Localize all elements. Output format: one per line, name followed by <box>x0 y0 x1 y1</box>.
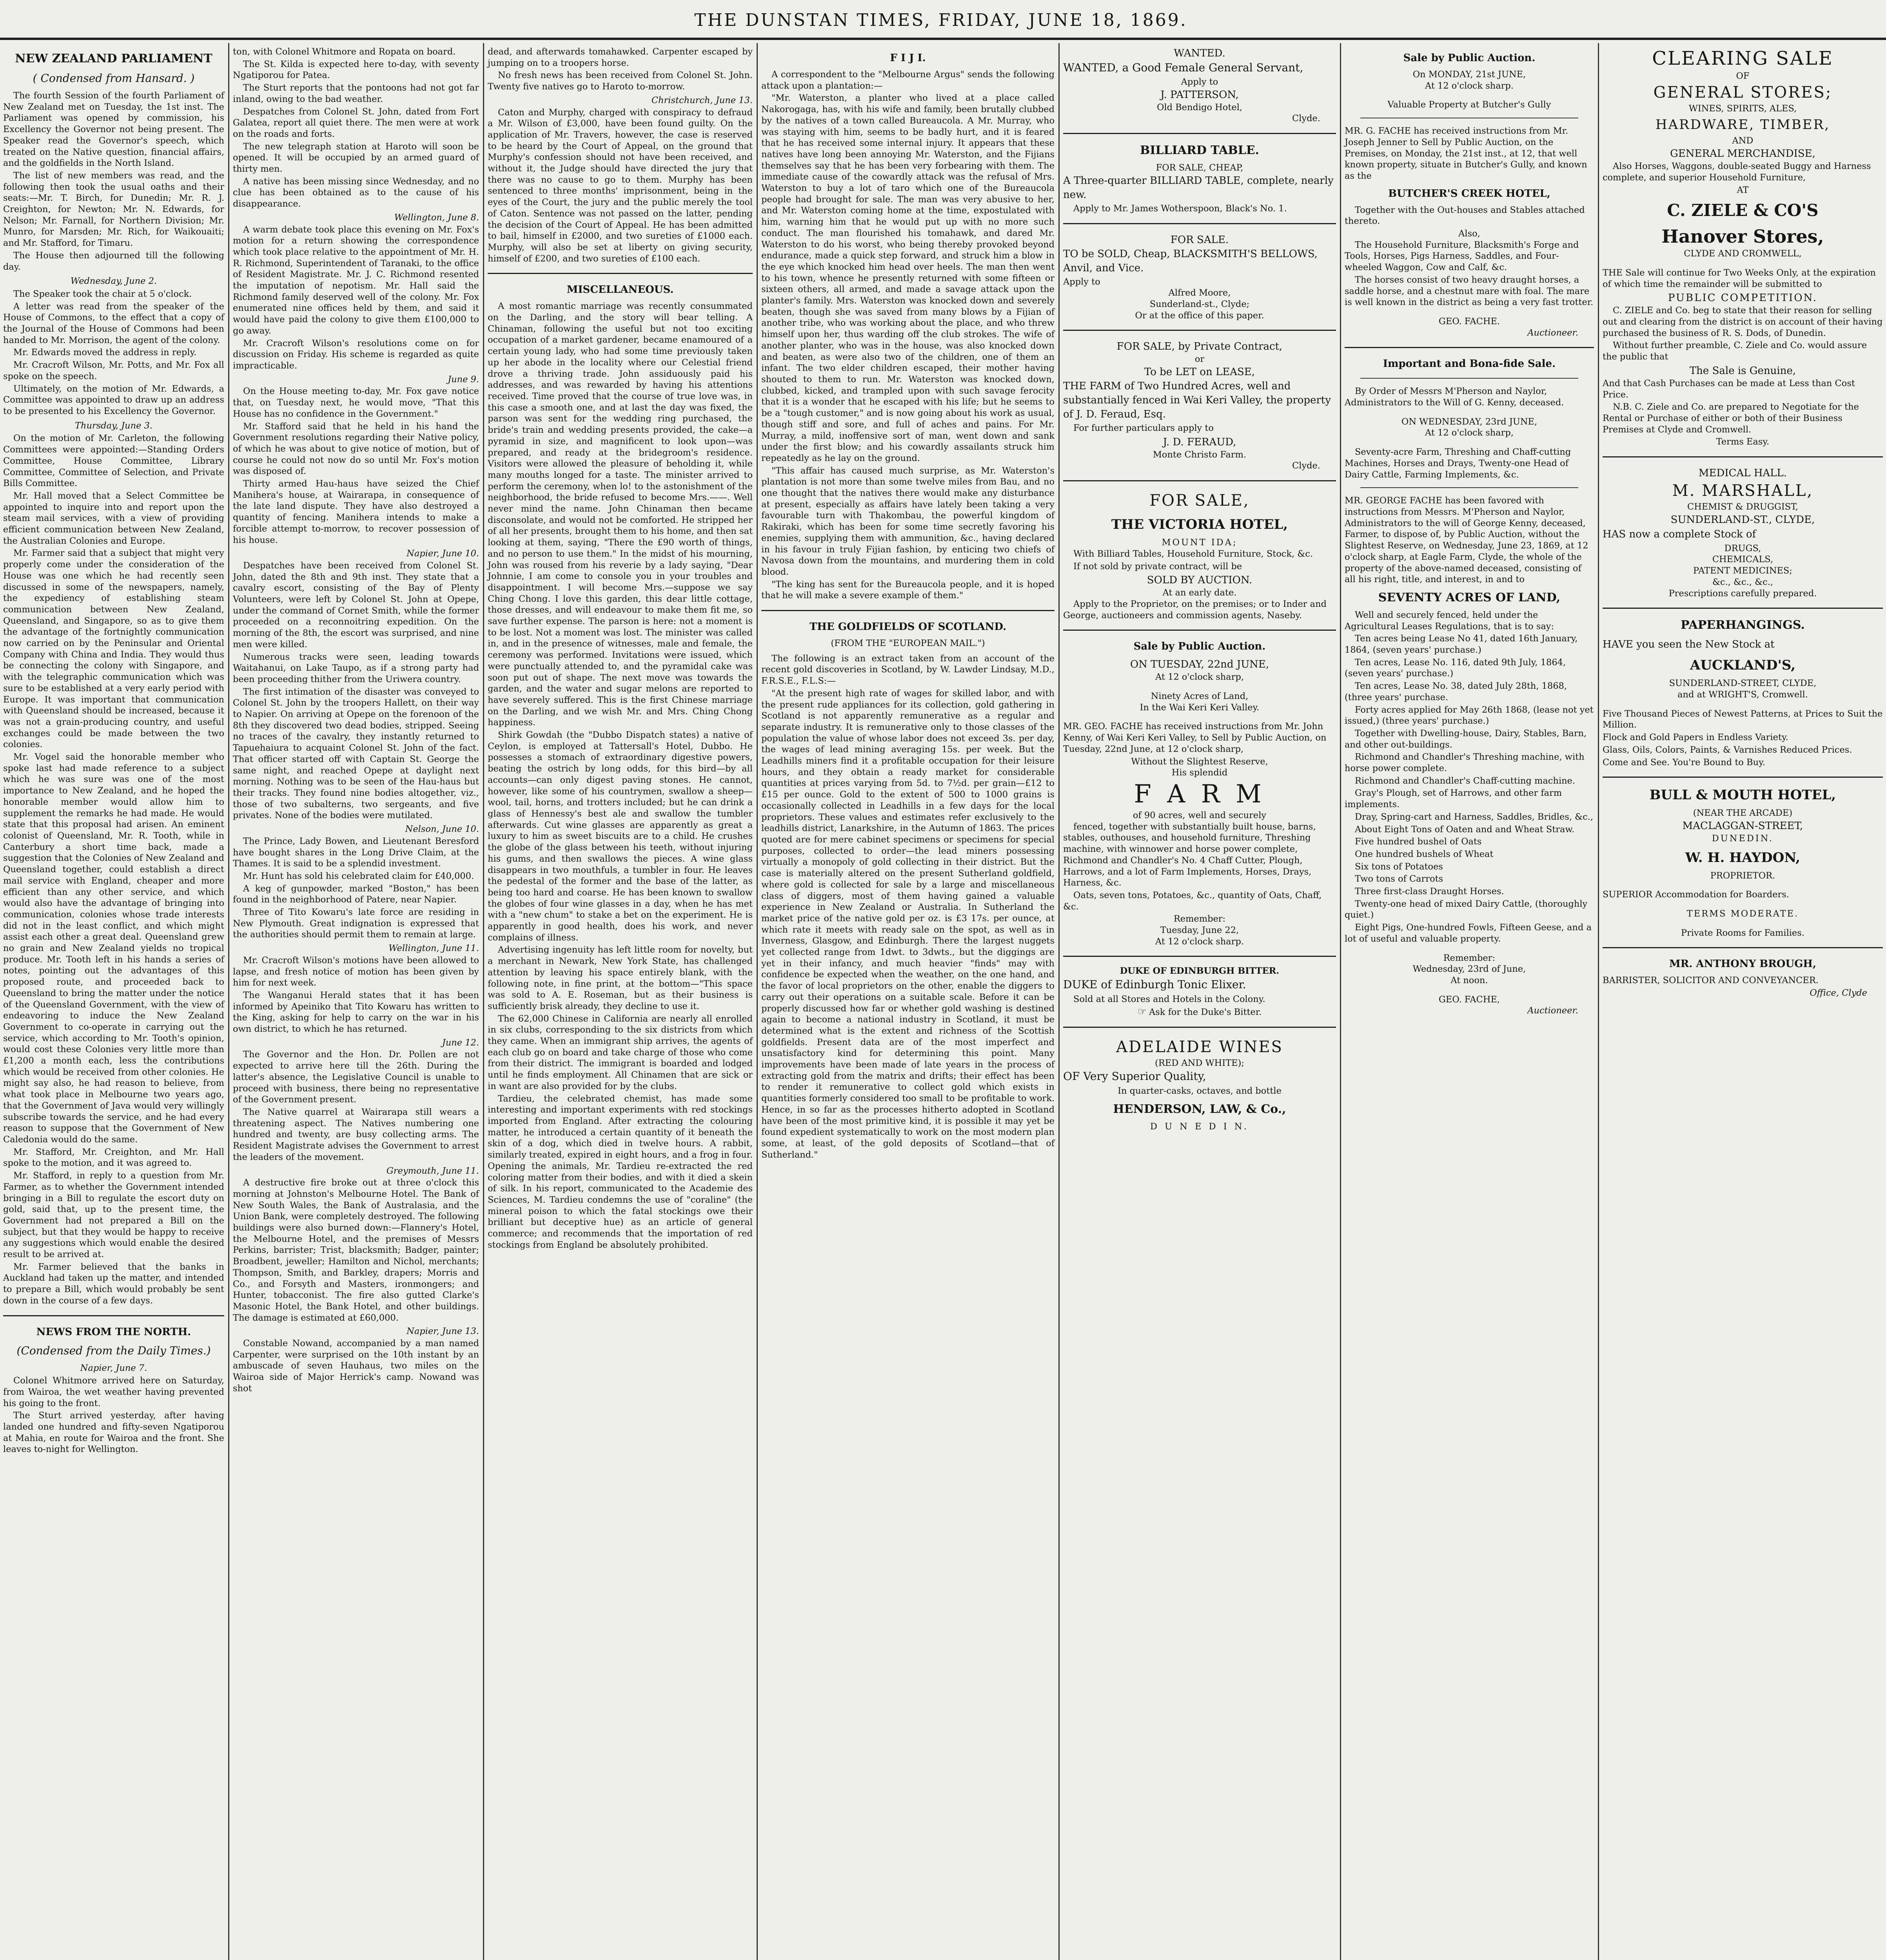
paragraph: Despatches from Colonel St. John, dated from Fort Galatea, report all quiet there. The men were at work on the roads and forts. <box>233 106 479 139</box>
ad-name: Alfred Moore, <box>1168 288 1231 298</box>
ad-body: THE FARM of Two Hundred Acres, well and substantially fenced in Wai Keri Valley, the property of J. D. Feraud, Esq. <box>1063 380 1331 421</box>
paragraph: On the motion of Mr. Carleton, the following Committees were appointed:—Standing Orders Committee, House Committee, Library Committee, Committee of Selection, and Private Bills Committee. <box>3 433 224 489</box>
paragraph: Mr. Hunt has sold his celebrated claim for £40,000. <box>243 871 474 881</box>
paragraph: Thirty armed Hau-haus have seized the Chief Manihera's house, at Wairarapa, in consequence of the late land dispute. They have also destroyed a quantity of fencing. Manihera intends to make a forcible attempt to-morrow, to recover possession of his house. <box>233 479 479 545</box>
lot-item: Gray's Plough, set of Harrows, and other farm implements. <box>1345 788 1562 810</box>
ad-name: MR. ANTHONY BROUGH, <box>1669 958 1817 970</box>
paragraph: The Wanganui Herald states that it has been informed by Apeiniko that Tito Kowaru has written to the King, asking for help to carry on the war in his own district, to which he has returned. <box>233 990 479 1034</box>
ad-text: The Sale is Genuine, <box>1689 365 1796 377</box>
ad-body: WANTED, a Good Female General Servant, <box>1063 61 1303 74</box>
ad-name: AUCKLAND'S, <box>1690 657 1796 673</box>
section-rule <box>1360 487 1578 488</box>
paragraph: Despatches have been received from Colonel St. John, dated the 8th and 9th inst. They state that a cavalry escort, consisting of the Bay of Plenty Volunteers, were left by Colonel St. John at Opepe, under the command of Cornet Smith, while the former proceeded on a reconnoitring expedition. On the morning of the 8th, the escort was surprised, and nine men were killed. <box>233 560 479 650</box>
paragraph: Three of Tito Kowaru's late force are residing in New Plymouth. Great indignation is expressed that the authorities should permit them to remain at large. <box>233 907 479 940</box>
article-title: F I J I. <box>890 52 926 64</box>
dateline: Christchurch, June 13. <box>651 95 753 105</box>
paragraph: ton, with Colonel Whitmore and Ropata on board. <box>233 47 456 57</box>
ad-body: HAS now a complete Stock of <box>1603 528 1756 540</box>
ad-text: C. ZIELE and Co. beg to state that their reason for selling out and clearing from the district is on account of their having purchased the business of R. S. Dods, of Dunedin. <box>1603 305 1883 338</box>
ad-text: WINES, SPIRITS, ALES, <box>1688 103 1797 114</box>
ad-title: SEVENTY ACRES OF LAND, <box>1378 590 1561 604</box>
ad-text: CLYDE AND CROMWELL, <box>1684 249 1802 259</box>
section-rule <box>488 273 753 274</box>
ad-title: MEDICAL HALL. <box>1698 467 1787 479</box>
column-divider <box>757 43 758 1960</box>
ad-text: Or at the office of this paper. <box>1135 310 1264 321</box>
paragraph: Mr. Hall moved that a Select Committee be appointed to inquire into and report upon the steam mail services, with a view of providing efficient communication between New Zealand, the Australian Colonies and Europe. <box>3 490 224 546</box>
ad-title: THE VICTORIA HOTEL, <box>1111 517 1288 533</box>
ad-text: Oats, seven tons, Potatoes, &c., quantity of Oats, Chaff, &c. <box>1063 890 1322 912</box>
ad-text: In the Wai Keri Keri Valley. <box>1140 702 1260 713</box>
ad-text: At 12 o'clock sharp. <box>1155 936 1244 947</box>
paragraph: The new telegraph station at Haroto will soon be opened. It will be occupied by an armed guard of thirty men. <box>233 141 479 174</box>
paragraph: A correspondent to the "Melbourne Argus" sends the following attack upon a plantation:— <box>761 69 1055 91</box>
ad-body: A Three-quarter BILLIARD TABLE, complete, nearly new. <box>1063 174 1334 201</box>
section-rule <box>1063 133 1336 134</box>
paragraph: A native has been missing since Wednesday, and no clue has been obtained as to the cause of his disappearance. <box>233 176 479 209</box>
section-rule <box>1063 223 1336 224</box>
ad-text: At 12 o'clock sharp, <box>1155 672 1244 682</box>
ad-title: F A R M <box>1134 779 1265 809</box>
ad-text: At 12 o'clock sharp, <box>1425 428 1514 438</box>
section-rule <box>1603 608 1883 609</box>
ad-text: SUNDERLAND-ST., CLYDE, <box>1670 514 1815 526</box>
ad-text: By Order of Messrs M'Pherson and Naylor, Administrators to the Will of G. Kenny, deceased. <box>1345 386 1564 408</box>
ad-title: To be LET on LEASE, <box>1144 366 1255 378</box>
lot-item: Dray, Spring-cart and Harness, Saddles, Bridles, &c., <box>1355 811 1594 822</box>
ad-text: Also Horses, Waggons, double-seated Buggy and Harness complete, and superior Household Furniture, <box>1603 161 1871 183</box>
article-title: NEW ZEALAND PARLIAMENT <box>15 52 212 65</box>
ad-firm: C. ZIELE & CO'S <box>1667 201 1819 220</box>
ad-sign: GEO. FACHE, <box>1438 994 1500 1005</box>
ad-text: Five Thousand Pieces of Newest Patterns, at Prices to Suit the Million. <box>1603 708 1883 730</box>
paragraph: Mr. Stafford, in reply to a question from Mr. Farmer, as to whether the Government intended bringing in a Bill to regulate the escort duty on gold, said that, up to the present time, the Government had not prepared a Bill on the subject, but that they would be happy to receive any suggestions which would enable the desired result to be arrived at. <box>3 1171 224 1260</box>
ad-title: DUKE OF EDINBURGH BITTER. <box>1120 966 1280 976</box>
ad-text: Tuesday, June 22, <box>1160 925 1239 936</box>
paragraph: "This affair has caused much surprise, as Mr. Waterston's plantation is not more than some twelve miles from Bau, and no one thought that the natives there would make any disturbance at present, especially as affairs have lately been taking a very favourable turn with Thakombau, the powerful kingdom of Rakiraki, which has been for some time secretly favoring his enemies, supplying them with ammunition, &c., having declared in his favour in truly Fijian fashion, by enticing two chiefs of Navosa down from the mountains, and murdering them in cold blood. <box>761 465 1055 577</box>
paragraph: The Speaker took the chair at 5 o'clock. <box>13 289 192 299</box>
article-title: THE GOLDFIELDS OF SCOTLAND. <box>809 621 1007 633</box>
ad-sign: GEO. FACHE. <box>1438 316 1500 327</box>
lot-item: Forty acres applied for May 26th 1868, (lease not yet issued,) (three years' purchase.) <box>1345 704 1594 726</box>
paragraph: The Sturt reports that the pontoons had not got far inland, owing to the bad weather. <box>233 83 479 104</box>
ad-text: Ask for the Duke's Bitter. <box>1149 1007 1262 1017</box>
ad-title: WANTED. <box>1174 47 1225 59</box>
ad-name: M. MARSHALL, <box>1672 482 1813 500</box>
ad-text: Come and See. You're Bound to Buy. <box>1603 757 1765 768</box>
dateline: Thursday, June 3. <box>74 420 153 431</box>
section-rule <box>1063 1027 1336 1028</box>
ad-title: PUBLIC COMPETITION. <box>1668 292 1817 304</box>
ad-text: and at WRIGHT'S, Cromwell. <box>1677 689 1808 700</box>
paragraph: Colonel Whitmore arrived here on Saturday, from Wairoa, the wet weather having prevented his going to the front. <box>3 1376 224 1408</box>
paragraph: A keg of gunpowder, marked "Boston," has been found in the neighborhood of Patere, near Napier. <box>233 883 479 905</box>
ad-body: HAVE you seen the New Stock at <box>1603 639 1775 651</box>
ad-title: FOR SALE, <box>1149 492 1250 510</box>
ad-text: AND <box>1732 136 1753 146</box>
ad-name: J. D. FERAUD, <box>1163 436 1236 448</box>
column-7 <box>1599 46 1886 1960</box>
ad-title: PAPERHANGINGS. <box>1681 618 1805 632</box>
ad-text: Sunderland-st., Clyde; <box>1149 299 1250 309</box>
lot-item: Three first-class Draught Horses. <box>1355 886 1504 897</box>
paragraph: The Native quarrel at Wairarapa still wears a threatening aspect. The Natives numbering one hundred and twenty, are busy collecting arms. The Resident Magistrate advises the Government to arrest the leaders of the movement. <box>233 1107 479 1162</box>
ad-text: Valuable Property at Butcher's Gully <box>1387 100 1551 110</box>
lot-item: Six tons of Potatoes <box>1355 861 1443 872</box>
paragraph: The House then adjourned till the following day. <box>3 250 224 272</box>
dateline: Nelson, June 10. <box>405 824 479 835</box>
ad-text: Without the Slightest Reserve, <box>1131 756 1268 767</box>
ad-body: OF Very Superior Quality, <box>1063 1070 1206 1083</box>
paragraph: A letter was read from the speaker of the House of Commons, to the effect that a copy of the Journal of the House of Commons had been handed to Mr. Morrison, the agent of the colony. <box>3 301 224 345</box>
ad-text: fenced, together with substantially built house, barns, stables, outhouses, and household furniture, Threshing machine, with winnower and horse power complete, Richmond and Chandler's No. 4 Chaff Cutter, Plough, Harrows, and a lot of Farm Implements, Horses, Drays, Harness, &c. <box>1063 821 1316 888</box>
ad-body: MR. GEO. FACHE has received instructions from Mr. John Kenny, of Wai Keri Keri Valley, to Sell by Public Auction, on Tuesday, 22nd June, at 12 o'clock sharp, <box>1063 721 1327 754</box>
ad-text: Terms Easy. <box>1716 437 1770 447</box>
paragraph: The first intimation of the disaster was conveyed to Colonel St. John by the troopers Hallett, on their way to Napier. On arriving at Opepe on the forenoon of the 8th they discovered two dead bodies, stripped. Seeing no traces of the cavalry, they instantly returned to Tapuehaiura to acquaint Colonel St. John of the fact. That officer started off with Captain St. George the same night, and reached Opepe at daylight next morning. Nothing was to be seen of the Hau-haus but their tracks. They found nine bodies altogether, viz., those of two subalterns, two sergeants, and five privates. None of the bodies were mutilated. <box>233 686 479 821</box>
ad-text: For further particulars apply to <box>1073 423 1214 434</box>
paragraph: Caton and Murphy, charged with conspiracy to defraud a Mr. Wilson of £3,000, have been found guilty. On the application of Mr. Travers, however, the case is reserved to be heard by the Court of Appeal, on the ground that Murphy's confession should not have been received, and without it, the Judge should have directed the jury that there was no cause to go to them. Murphy has been sentenced to three months' imprisonment, being in the eyes of the Court, the jury and the public merely the tool of Caton. Sentence was not passed on the latter, pending the decision of the Court of Appeal. He has been admitted to bail, himself in £2000, and two sureties of £1000 each. Murphy, will also be set at liberty on giving security, himself of £200, and two sureties of £100 each. <box>488 107 753 264</box>
section-rule <box>1063 480 1336 481</box>
ad-body: MR. GEORGE FACHE has been favored with instructions from Messrs. M'Pherson and Naylor, Administrators to the will of George Kenny, deceased, Farmer, to dispose of, by Public Auction, without the Slightest Reserve, on Wednesday, June 23, 1869, at 12 o'clock sharp, at Eagle Farm, Clyde, the whole of the property of the above-named deceased, consisting of all his right, title, and interest, in and to <box>1345 495 1588 585</box>
ad-title: HARDWARE, TIMBER, <box>1655 117 1830 133</box>
paragraph: Advertising ingenuity has left little room for novelty, but a merchant in Newark, New York State, has challenged attention by leaving his space entirely blank, with the following note, in fine print, at the bottom—"This space was sold to A. E. Roseman, but as their business is sufficiently brisk already, they decline to use it. <box>488 945 753 1011</box>
ad-text: At 12 o'clock sharp. <box>1425 80 1514 91</box>
ad-text: Flock and Gold Papers in Endless Variety. <box>1603 732 1788 743</box>
ad-text: BARRISTER, SOLICITOR AND CONVEYANCER. <box>1603 975 1819 986</box>
ad-title: FOR SALE, by Private Contract, <box>1116 341 1283 353</box>
ad-title: Sale by Public Auction. <box>1133 641 1266 653</box>
dateline: Wednesday, June 2. <box>70 276 157 287</box>
ad-text: PATENT MEDICINES; <box>1693 566 1792 576</box>
ad-title: Hanover Stores, <box>1661 226 1824 247</box>
ad-text: With Billiard Tables, Household Furniture, Stock, &c. <box>1073 548 1313 559</box>
masthead: THE DUNSTAN TIMES, FRIDAY, JUNE 18, 1869. <box>694 10 1187 30</box>
paragraph: Mr. Stafford said that he held in his hand the Government resolutions regarding their Native policy, of which he was about to give notice of motion, but of course he could not now do so until Mr. Fox's motion was disposed of. <box>233 421 479 477</box>
dateline: Napier, June 10. <box>407 548 479 559</box>
paragraph: A most romantic marriage was recently consummated on the Darling, and the story will bear telling. A Chinaman, following the useful but not too exciting occupation of a market gardener, became enamoured of a certain young lady, who had some time previously taken up her abode in the locality where our Celestial friend drove a thriving trade. John assiduously paid his addresses, and was rewarded by having his attentions received. Time proved that the course of true love was, in this case a smooth one, and at last the day was fixed, the parson was sent for the wedding ring purchased, the bride's train and wedding presents provided, the cake—a pyramid in size, and magnificent to look upon—was prepared, and ready at the bridegroom's residence. Visitors were allowed the pleasure of beholding it, while many mouths longed for a taste. The minister arrived to perform the ceremony, when lo! to the astonishment of the neighborhood, the bride refused to become Mrs.——. Well never mind the name. John Chinaman then became disconsolate, and would not be comforted. He stripped her of all her presents, brought them to his home, and then sat looking at them, saying, "There the £90 worth of things, and no person to use them." In the midst of his mourning, John was roused from his reverie by a lady saying, "Dear Johnnie, I am come to console you in your troubles and disappointment. I will become Mrs.—suppose we say Ching Chong. I love this garden, this dear little cottage, those dresses, and will endeavour to make them fit me, so save further expense. The parson is here: not a moment is to be lost. Not a moment was lost. The minister was called in, and in the presence of witnesses, male and female, the ceremony was performed. Invitations were issued, which were punctually attended to, and the pyramidal cake was soon put out of shape. The next move was towards the garden, and the water and sugar melons are reported to have severely suffered. This is the first Chinese marriage on the Darling, and we wish Mr. and Mrs. Ching Chong happiness. <box>488 301 753 728</box>
ad-text: Apply to the Proprietor, on the premises; or to Inder and George, auctioneers and commission agents, Naseby. <box>1063 599 1327 621</box>
ad-text: Without further preamble, C. Ziele and Co. would assure the public that <box>1603 340 1867 362</box>
article-title: NEWS FROM THE NORTH. <box>36 1326 191 1338</box>
ad-text: DRUGS, <box>1724 543 1761 554</box>
lot-item: Ten acres being Lease No 41, dated 16th January, 1864, (seven years' purchase.) <box>1345 633 1578 655</box>
ad-title: BULL & MOUTH HOTEL, <box>1649 787 1836 803</box>
paragraph: The St. Kilda is expected here to-day, with seventy Ngatiporou for Patea. <box>233 59 479 81</box>
paragraph: Shirk Gowdah (the "Dubbo Dispatch states) a native of Ceylon, is employed at Tattersall's Hotel, Dubbo. He possesses a stomach of extraordinary digestive powers, beating the ostrich by long odds, for this bird—by all accounts—can only digest paving stones. He cannot, however, like some of his countrymen, swallow a sheep—wool, tail, horns, and trotters included; but he can drink a glass of Hennessy's best ale and swallow the tumbler afterwards. Cut wine glasses are apparently as great a luxury to him as sweet biscuits are to a child. He crushes the globe of the glass between his teeth, without injuring his gums, and then swallows the pieces. A wine glass disappears in two mouthfuls, a tumbler in four. He leaves the pedestal of the former and the base of the latter, as being too hard and coarse. He has been known to swallow the globes of four wine glasses in a day, when he has met with a "new chum" to stake a bet on the experiment. He is apparently in good health, does his work, and never complains of illness. <box>488 730 753 943</box>
lot-item: Richmond and Chandler's Threshing machine, with horse power complete. <box>1345 752 1585 774</box>
ad-text: N.B. C. Ziele and Co. are prepared to Negotiate for the Rental or Purchase of either or both of their Business Premises at Clyde and Cromwell. <box>1603 402 1859 435</box>
ad-title: Sale by Public Auction. <box>1403 52 1536 64</box>
paragraph: The following is an extract taken from an account of the recent gold discoveries in Scotland, by W. Lawder Lindsay, M.D., F.R.S.E., F.L.S:— <box>761 653 1055 686</box>
section-rule <box>1063 630 1336 631</box>
section-rule <box>1603 947 1883 948</box>
lot-item: Together with Dwelling-house, Dairy, Stables, Barn, and other out-buildings. <box>1345 728 1587 750</box>
dateline: June 9. <box>448 374 479 385</box>
section-rule <box>1063 330 1336 331</box>
ad-text: Well and securely fenced, held under the Agricultural Leases Regulations, that is to say: <box>1345 610 1554 632</box>
ad-text: Apply to Mr. James Wotherspoon, Black's No. 1. <box>1073 203 1287 214</box>
ad-text: FOR SALE, CHEAP, <box>1156 163 1243 173</box>
lot-item: Five hundred bushel of Oats <box>1355 837 1482 847</box>
paragraph: A warm debate took place this evening on Mr. Fox's motion for a return showing the correspondence which took place relative to the appointment of Mr. H. R. Richmond, Superintendent of Taranaki, to the office of Resident Magistrate. Mr. J. C. Richmond resented the imputation of nepotism. Mr. Hall said the Richmond family deserved well of the colony. Mr. Fox enumerated nine offices held by them, and said it would have paid the colony to give them £100,000 to go away. <box>233 224 479 336</box>
paragraph: The Governor and the Hon. Dr. Pollen are not expected to arrive here till the 26th. During the latter's absence, the Legislative Council is unable to proceed with business, there being no representative of the Government present. <box>233 1049 479 1105</box>
ad-body: SUPERIOR Accommodation for Boarders. <box>1603 889 1789 900</box>
ad-text: SUNDERLAND-STREET, CLYDE, <box>1669 678 1817 689</box>
ad-text: Remember: <box>1173 914 1226 924</box>
ad-body: DUKE of Edinburgh Tonic Elixer. <box>1063 978 1246 991</box>
column-1 <box>0 46 227 1960</box>
paragraph: "The king has sent for the Bureaucola people, and it is hoped that he will make a severe example of them." <box>761 579 1055 601</box>
paragraph: A destructive fire broke out at three o'clock this morning at Johnston's Melbourne Hotel. The Bank of New South Wales, the Bank of Australasia, and the Union Bank, were completely destroyed. The following buildings were also burned down:—Flannery's Hotel, the Melbourne Hotel, and the premises of Messrs Perkins, barrister; Trist, blacksmith; Badger, painter; Broadbent, jeweller; Hamilton and Nichol, merchants; Thompson, Smith, and Barkley, drapers; Morris and Co., and Forsyth and Masters, ironmongers; and Hunter, tobacconist. The fire also gutted Clarke's Masonic Hotel, the Bank Hotel, and other buildings. The damage is estimated at £60,000. <box>233 1178 479 1323</box>
paragraph: Mr. Cracroft Wilson's motions have been allowed to lapse, and fresh notice of motion has been given by him for next week. <box>233 955 479 988</box>
column-5 <box>1060 46 1339 1960</box>
ad-text: Private Rooms for Families. <box>1681 927 1804 938</box>
ad-title: CLEARING SALE <box>1652 47 1833 69</box>
ad-text: OF <box>1736 71 1750 81</box>
paragraph: No fresh news has been received from Colonel St. John. Twenty five natives go to Haroto to-morrow. <box>488 70 753 92</box>
ad-text: Also, <box>1458 229 1480 239</box>
ad-text: Remember: <box>1443 953 1496 963</box>
paragraph: Mr. Edwards moved the address in reply. <box>13 347 197 358</box>
section-rule <box>1063 956 1336 957</box>
column-divider <box>483 43 484 1960</box>
column-divider <box>228 43 229 1960</box>
pointing-hand-icon: ☞ <box>1137 1005 1147 1018</box>
masthead-rule <box>0 38 1886 40</box>
ad-text: (NEAR THE ARCADE) <box>1693 808 1793 818</box>
ad-title: BILLIARD TABLE. <box>1140 143 1259 158</box>
ad-text: At an early date. <box>1162 588 1237 598</box>
ad-text: Monte Christo Farm. <box>1153 449 1247 460</box>
ad-text: Clyde. <box>1292 113 1320 124</box>
paragraph: Constable Nowand, accompanied by a man named Carpenter, were surprised on the 10th instant by an ambuscade of seven Hauhaus, two miles on the Wairoa side of Major Herrick's camp. Nowand was shot <box>233 1338 479 1394</box>
ad-text: &c., &c., &c., <box>1712 577 1773 587</box>
ad-text: CHEMIST & DRUGGIST, <box>1687 502 1798 512</box>
ad-text: (RED AND WHITE); <box>1155 1058 1244 1068</box>
lot-item: Two tons of Carrots <box>1355 874 1443 884</box>
ad-title: Important and Bona-fide Sale. <box>1383 358 1556 370</box>
ad-text: CHEMICALS, <box>1712 554 1773 565</box>
column-divider <box>1598 43 1599 1960</box>
ad-name: W. H. HAYDON, <box>1685 849 1801 866</box>
column-4 <box>758 46 1058 1960</box>
column-2 <box>230 46 482 1960</box>
article-subtitle: (FROM THE "EUROPEAN MAIL.") <box>831 638 985 649</box>
paragraph: Ultimately, on the motion of Mr. Edwards, a Committee was appointed to draw up an address to be presented to his Excellency the Governor. <box>3 383 224 416</box>
ad-body: TO be SOLD, Cheap, BLACKSMITH'S BELLOWS, Anvil, and Vice. <box>1063 248 1318 274</box>
dateline: Napier, June 7. <box>80 1363 147 1373</box>
ad-text: of 90 acres, well and securely <box>1133 810 1267 820</box>
ad-text: Old Bendigo Hotel, <box>1156 102 1243 113</box>
ad-text: In quarter-casks, octaves, and bottle <box>1118 1086 1282 1096</box>
ad-text: Seventy-acre Farm, Threshing and Chaff-cutting Machines, Horses and Drays, Twenty-one Head of Dairy Cattle, Farming Implements, &c. <box>1345 447 1571 480</box>
ad-title: FOR SALE. <box>1170 234 1229 246</box>
ad-text: MOUNT IDA; <box>1162 537 1238 548</box>
ad-text: Clyde. <box>1292 461 1320 471</box>
ad-text: or <box>1194 354 1205 365</box>
paragraph: Tardieu, the celebrated chemist, has made some interesting and important experiments with red stockings imported from England. After extracting the colouring matter, he introduced a certain quantity of it beneath the skin of a dog, which died in twelve hours. A rabbit, similarly treated, expired in eight hours, and a frog in four. Opening the animals, Mr. Tardieu re-extracted the red coloring matter from their bodies, and with it died a skein of silk. In his report, communicated to the Academie des Sciences, M. Tardieu condemns the use of "coraline" (the mineral poison to which the fatal stockings owe their brilliant but deceptive hue) as an article of general commerce; and recommends that the importation of red stockings from England be absolutely prohibited. <box>488 1093 753 1250</box>
ad-text: The horses consist of two heavy draught horses, a saddle horse, and a chestnut mare with foal. The mare is well known in the district as being a very fast trotter. <box>1345 274 1594 308</box>
ad-text: Ninety Acres of Land, <box>1151 691 1249 702</box>
lot-item: Eight Pigs, One-hundred Fowls, Fifteen Geese, and a lot of useful and valuable property. <box>1345 922 1592 944</box>
ad-text: Sold at all Stores and Hotels in the Colony. <box>1073 994 1265 1005</box>
ad-text: The Household Furniture, Blacksmith's Forge and Tools, Horses, Pigs Harness, Saddles, and Four-wheeled Waggon, Cow and Calf, &c. <box>1345 240 1579 273</box>
ad-date: ON WEDNESDAY, 23rd JUNE, <box>1401 416 1537 427</box>
ad-text: Prescriptions carefully prepared. <box>1668 588 1817 599</box>
paragraph: Numerous tracks were seen, leading towards Waitahanui, on Lake Taupo, as if a strong party had been proceeding thither from the Uriwera country. <box>233 652 479 684</box>
paragraph: The fourth Session of the fourth Parliament of New Zealand met on Tuesday, the 1st inst. The Parliament was opened by commission, his Excellency the Governor not being present. The Speaker read the Governor's speech, which treated on the Native question, financial affairs, and the goldfields in the North Island. <box>3 91 224 169</box>
paragraph: Mr. Vogel said the honorable member who spoke last had made reference to a subject which he was sure was one of the most importance to New Zealand, and he hoped the honorable member would allow him to supplement the remarks he had made. He would state that this proposal had arisen. An eminent colonist of Queensland, Mr. R. Tooth, while in Canterbury a short time back, made a suggestion that the Colonies of New Zealand and Queensland together, could establish a direct mail service with England, cheaper and more efficient than any other service, and which would also have the advantage of bringing into communication, colonies whose trade interests did not in the least conflict, and which might assist each other a great deal. Queensland grew no grain and New Zealand yields no tropical produce. Mr. Tooth left in his hands a series of notes, pointing out the advantages of this proposed route, and proceeded back to Queensland to bring the matter under the notice of the Queensland Government, with the view of endeavoring to induce the New Zealand Government to co-operate in carrying out the service, which according to Mr. Tooth's opinion, would cost these Colonies very little more than £1,200 a month each, less the contributions which would be received from other colonies. He might say also, he had reason to believe, from what took place in Melbourne two years ago, that the Government of Java would very willingly subscribe towards the service, and he had every reason to suppose that the Government of New Caledonia would do the same. <box>3 752 224 1145</box>
section-rule <box>1603 777 1883 778</box>
dateline: Wellington, June 11. <box>388 943 479 954</box>
lot-item: One hundred bushels of Wheat <box>1355 849 1494 859</box>
ad-text: Auctioneer. <box>1527 1005 1578 1016</box>
paragraph: "Mr. Waterston, a planter who lived at a place called Nakorogaga, has, with his wife and family, been brutally clubbed by the natives of a town called Bureaucola. A Mr. Murray, who was staying with him, seems to be badly hurt, and it is feared that he has received some internal injury. It appears that these natives have long been annoying Mr. Waterston, and the Fijians themselves say that he has been very forbearing with them. The immediate cause of the cowardly attack was the refusal of Mrs. Waterston to buy a lot of taro which one of the Bureaucola people had brought for sale. The man was very abusive to her, and Mr. Waterston coming home at the time, expostulated with him, warning him that he would put up with no more such conduct. The man flourished his tomahawk, and dared Mr. Waterston to do his worst, who being thereby provoked beyond endurance, made a quick step forward, and struck him a blow in the eye which knocked him head over heels. The man then went to his town, whence he presently returned with some fifteen or sixteen others, all armed, and made a savage attack upon the planter's family. Mrs. Waterston was knocked down and severely beaten, though she was saved from many blows by a Fijian of another tribe, who was working about the place, and who threw himself upon her, thus warding off the club strokes. The wife of another planter, who was in the house, was also knocked down and beaten, as were also two of the children, one of them an infant. The two elder children escaped, their mother having shouted to them to run. Mr. Waterston was knocked down, clubbed, kicked, and trampled upon with such savage ferocity that it is a wonder that he escaped with his life; but he seems to be a "tough customer," and is now going about his work as usual, though stiff and sore, and full of aches and pains. For Mr. Murray, a mild, inoffensive sort of man, went down and sank under the first blow; and his cowardly assailants struck him repeatedly as he lay on the ground. <box>761 93 1055 463</box>
ad-name: HENDERSON, LAW, & Co., <box>1113 1102 1286 1116</box>
paragraph: The Prince, Lady Bowen, and Lieutenant Beresford have bought shares in the Long Drive Claim, at the Thames. It is said to be a splendid investment. <box>233 836 479 869</box>
ad-text: Apply to <box>1063 276 1100 287</box>
ad-title: SOLD BY AUCTION. <box>1147 574 1252 586</box>
paragraph: Mr. Farmer said that a subject that might very properly come under the consideration of the House was one which he had recently seen discussed in some of the newspapers, namely, the expediency of establishing steam communication between New Zealand, Queensland, and Singapore, so as to give them the advantage of the fortnightly communication now carried on by the Peninsular and Oriental Company with China and India. They would thus be connecting the colony with Singapore, and with the telegraphic communication which was sure to be established at a very early period with Europe. It was important that communication with Queensland should be increased, because it was not a grain-producing country, and useful exchanges could be made between the two colonies. <box>3 548 224 750</box>
ad-text: Together with the Out-houses and Stables attached thereto. <box>1345 205 1585 227</box>
ad-date: On MONDAY, 21st JUNE, <box>1412 69 1526 80</box>
column-3 <box>485 46 756 1960</box>
section-rule <box>1603 456 1883 457</box>
lot-item: Twenty-one head of mixed Dairy Cattle, (thoroughly quiet.) <box>1345 898 1588 920</box>
section-rule <box>1345 347 1594 348</box>
article-subtitle: (Condensed from the Daily Times.) <box>16 1344 211 1357</box>
ad-title: ADELAIDE WINES <box>1116 1038 1283 1056</box>
lot-item: Ten acres, Lease No. 116, dated 9th July, 1864, (seven years' purchase.) <box>1345 657 1566 679</box>
paragraph: The Sturt arrived yesterday, after having landed one hundred and fifty-seven Ngatiporou at Mahia, en route for Wairoa and the front. She leaves to-night for Wellington. <box>3 1410 224 1455</box>
ad-text <box>1063 1006 1336 1018</box>
paragraph: On the House meeting to-day, Mr. Fox gave notice that, on Tuesday next, he would move, "That this House has no confidence in the Government." <box>233 386 479 419</box>
paragraph: The 62,000 Chinese in California are nearly all enrolled in six clubs, corresponding to the six districts from which they came. When an immigrant ship arrives, the agents of each club go on board and take charge of those who come from their district. The immigrant is boarded and lodged until he finds employment. All Chinamen that are sick or in want are also provided for by the clubs. <box>488 1013 753 1091</box>
ad-title: BUTCHER'S CREEK HOTEL, <box>1388 187 1550 200</box>
section-rule <box>3 1315 224 1316</box>
article-title: MISCELLANEOUS. <box>566 284 674 296</box>
dateline: Greymouth, June 11. <box>386 1165 479 1176</box>
paragraph: "At the present high rate of wages for skilled labor, and with the present rude appliances for its collection, gold gathering in Scotland is not apparently remunerative as a regular and separate industry. It is remunerative only to those classes of the population the value of whose labor does not exceed 3s. per day, the wages of lead mining averaging 15s. per week. But the Leadhills miners find it a profitable occupation for their leisure hours, and they obtain a ready market for considerable quantities at prices varying from 5d. to 7½d. per grain—£12 to £15 per ounce. Gold to the extent of 500 to 1000 grains is occasionally collected in Leadhills in a few days for the local proprietors. These values and estimates refer exclusively to the leadhills district, Lanarkshire, in the Autumn of 1863. The prices quoted are for mere cabinet specimens or specimens for special purposes, collected to order—the lead miners possessing virtually a monopoly of gold collecting in their district. But the case is materially altered on the present Sutherland goldfield, where gold is collected for sale by a large and miscellaneous class of diggers, most of them having gained a valuable experience in New Zealand or Australia. In Sutherland the market price of the native gold per oz. is £3 17s. per ounce, at which rate it meets with ready sale on the spot, as well as in Inverness, Glasgow, and Edinburgh. There the largest nuggets yet collected range from 1dwt. to 3dwts., but the diggings are yet in their infancy, and much heavier "finds" may with confidence be expected when the weather, on the one hand, and the favor of local proprietors on the other, enable the diggers to carry out their operations on a suitable scale. Before it can be properly discussed how far or whether gold washing is destined again to become a national industry in Scotland, it must be determined what is the extent and richness of the Scottish goldfields. Present data are of the most imperfect and unsatisfactory kind for determining this point. Many improvements have been made of late years in the process of extracting gold from the matrix and drifts; their effect has been to render it remunerative to collect gold which exists in quantities formerly considered too small to be profitable to work. Hence, in so far as the processes hitherto adopted in Scotland have been of the most primitive kind, it is possible it may yet be found expedient systematically to work on the most modern plan some, at least, of the gold deposits of Scotland—that of Sutherland." <box>761 688 1055 1160</box>
ad-title: GENERAL MERCHANDISE, <box>1670 148 1815 160</box>
section-rule <box>1360 378 1578 379</box>
ad-title: GENERAL STORES; <box>1653 83 1832 102</box>
ad-body: THE Sale will continue for Two Weeks Only, at the expiration of which time the remainder will be submitted to <box>1603 267 1876 289</box>
ad-text: And that Cash Purchases can be made at Less than Cost Price. <box>1603 378 1855 400</box>
ad-text: If not sold by private contract, will be <box>1073 561 1242 572</box>
dateline: Wellington, June 8. <box>394 212 479 223</box>
ad-text: Apply to <box>1181 77 1218 87</box>
paragraph: Mr. Farmer believed that the banks in Auckland had taken up the matter, and intended to prepare a Bill, which would probably be sent down in the course of a few days. <box>3 1261 224 1306</box>
ad-name: J. PATTERSON, <box>1160 89 1239 101</box>
ad-text: AT <box>1737 185 1749 195</box>
column-divider <box>1340 43 1341 1960</box>
ad-text: PROPRIETOR. <box>1710 870 1775 881</box>
column-divider <box>1058 43 1060 1960</box>
paragraph: dead, and afterwards tomahawked. Carpenter escaped by jumping on to a troopers horse. <box>488 47 753 68</box>
paragraph: The list of new members was read, and the following then took the usual oaths and their seats:—Mr. T. Birch, for Dunedin; Mr. R. J. Creighton, for Newton; Mr. N. Edwards, for Nelson; Mr. Farnall, for Northern Division; Mr. Munro, for Marsden; Mr. Rich, for Waikouaiti; and Mr. Stafford, for Timaru. <box>3 170 224 249</box>
ad-text: DUNEDIN. <box>1712 833 1774 844</box>
ad-text: Wednesday, 23rd of June, <box>1412 964 1526 975</box>
paragraph: Mr. Cracroft Wilson, Mr. Potts, and Mr. Fox all spoke on the speech. <box>3 360 224 381</box>
lot-item: About Eight Tons of Oaten and and Wheat Straw. <box>1355 824 1575 835</box>
article-subtitle: ( Condensed from Hansard. ) <box>33 72 195 85</box>
section-rule <box>761 610 1055 611</box>
ad-text: Glass, Oils, Colors, Paints, & Varnishes Reduced Prices. <box>1603 744 1852 755</box>
ad-text: MACLAGGAN-STREET, <box>1682 820 1803 832</box>
ad-text: TERMS MODERATE. <box>1686 909 1799 919</box>
ad-date: ON TUESDAY, 22nd JUNE, <box>1130 659 1269 671</box>
ad-text: D U N E D I N. <box>1150 1121 1249 1132</box>
ad-text: His splendid <box>1171 768 1228 778</box>
lot-item: Richmond and Chandler's Chaff-cutting machine. <box>1355 775 1576 786</box>
lot-item: Ten acres, Lease No. 38, dated July 28th, 1868, (three years' purchase. <box>1345 681 1567 702</box>
column-6 <box>1341 46 1597 1960</box>
paragraph: Mr. Cracroft Wilson's resolutions come on for discussion on Friday. His scheme is regarded as quite impracticable. <box>233 338 479 371</box>
dateline: Napier, June 13. <box>407 1326 479 1337</box>
ad-body: MR. G. FACHE has received instructions from Mr. Joseph Jenner to Sell by Public Auction, on the Premises, on Monday, the 21st inst., at 12, that well known property, situate in Butcher's Gully, and known as the <box>1345 126 1587 181</box>
paragraph: Mr. Stafford, Mr. Creighton, and Mr. Hall spoke to the motion, and it was agreed to. <box>3 1147 224 1169</box>
ad-text: At noon. <box>1450 975 1488 985</box>
ad-text: Auctioneer. <box>1527 327 1578 338</box>
ad-text: Office, Clyde <box>1810 988 1867 998</box>
dateline: June 12. <box>442 1037 479 1048</box>
